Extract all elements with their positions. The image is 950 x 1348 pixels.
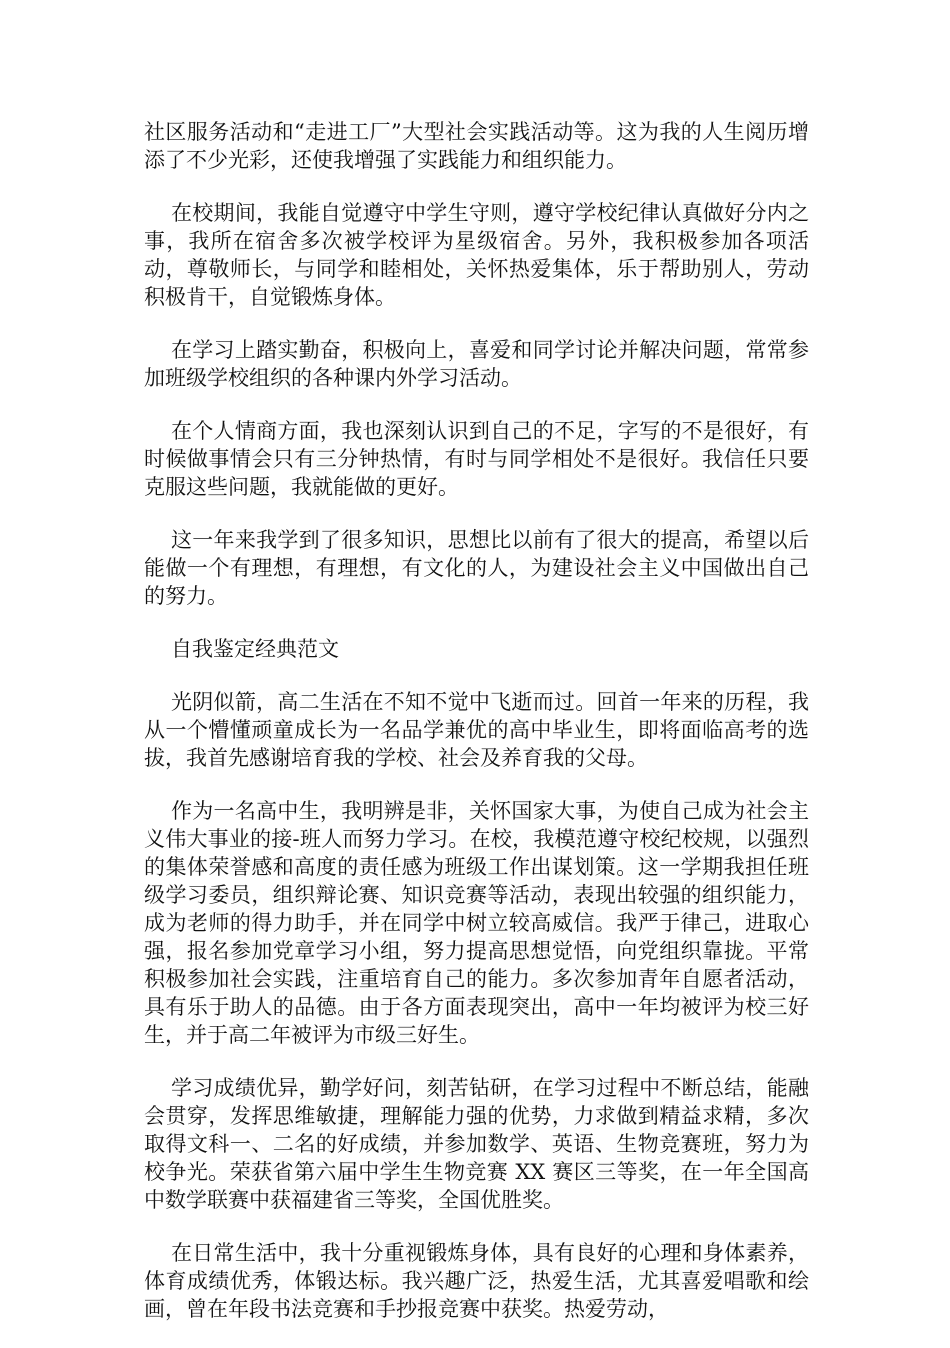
paragraph-academic: 学习成绩优异，勤学好问，刻苦钻研，在学习过程中不断总结，能融会贯穿，发挥思维敏捷，理解能力强的优势，力求做到精益求精，多次取得文科一、二名的好成绩，并参加数学、英语、生物竞赛班，努力为校争光。荣获省第六届中学生生物竞赛 XX 赛区三等奖，在一年全国高中数学联赛中获福建省三等奖，全国优胜奖。 bbox=[144, 1076, 809, 1212]
paragraph-school-conduct: 在校期间，我能自觉遵守中学生守则，遵守学校纪律认真做好分内之事，我所在宿舍多次被学校评为星级宿舍。另外，我积极参加各项活动，尊敬师长，与同学和睦相处，关怀热爱集体，乐于帮助别人，劳动积极肯干，自觉锻炼身体。 bbox=[144, 201, 809, 309]
paragraph-intro: 光阴似箭，高二生活在不知不觉中飞逝而过。回首一年来的历程，我从一个懵懂顽童成长为一名品学兼优的高中毕业生，即将面临高考的选拔，我首先感谢培育我的学校、社会及养育我的父母。 bbox=[144, 690, 809, 770]
paragraph-daily-life: 在日常生活中，我十分重视锻炼身体，具有良好的心理和身体素养，体育成绩优秀，体锻达标。我兴趣广泛，热爱生活，尤其喜爱唱歌和绘画，曾在年段书法竞赛和手抄报竞赛中获奖。热爱劳动， bbox=[144, 1241, 809, 1321]
paragraph-study: 在学习上踏实勤奋，积极向上，喜爱和同学讨论并解决问题，常常参加班级学校组织的各种课内外学习活动。 bbox=[144, 338, 809, 390]
paragraph-continued: 社区服务活动和“走进工厂”大型社会实践活动等。这为我的人生阅历增添了不少光彩，还使我增强了实践能力和组织能力。 bbox=[144, 120, 809, 172]
document-page bbox=[144, 118, 809, 1348]
section-heading: 自我鉴定经典范文 bbox=[171, 637, 339, 661]
paragraph-year-summary: 这一年来我学到了很多知识，思想比以前有了很大的提高，希望以后能做一个有理想，有理想，有文化的人，为建设社会主义中国做出自己的努力。 bbox=[144, 528, 809, 608]
paragraph-emotional-quotient: 在个人情商方面，我也深刻认识到自己的不足，字写的不是很好，有时候做事情会只有三分钟热情，有时与同学相处不是很好。我信任只要克服这些问题，我就能做的更好。 bbox=[144, 419, 809, 499]
paragraph-political: 作为一名高中生，我明辨是非，关怀国家大事，为使自己成为社会主义伟大事业的接-班人而努力学习。在校，我模范遵守校纪校规，以强烈的集体荣誉感和高度的责任感为班级工作出谋划策。这一学期我担任班级学习委员，组织辩论赛、知识竞赛等活动，表现出较强的组织能力，成为老师的得力助手，并在同学中树立较高威信。我严于律己，进取心强，报名参加党章学习小组，努力提高思想觉悟，向党组织靠拢。平常积极参加社会实践，注重培育自己的能力。多次参加青年自愿者活动，具有乐于助人的品德。由于各方面表现突出，高中一年均被评为校三好生，并于高二年被评为市级三好生。 bbox=[144, 799, 809, 1047]
